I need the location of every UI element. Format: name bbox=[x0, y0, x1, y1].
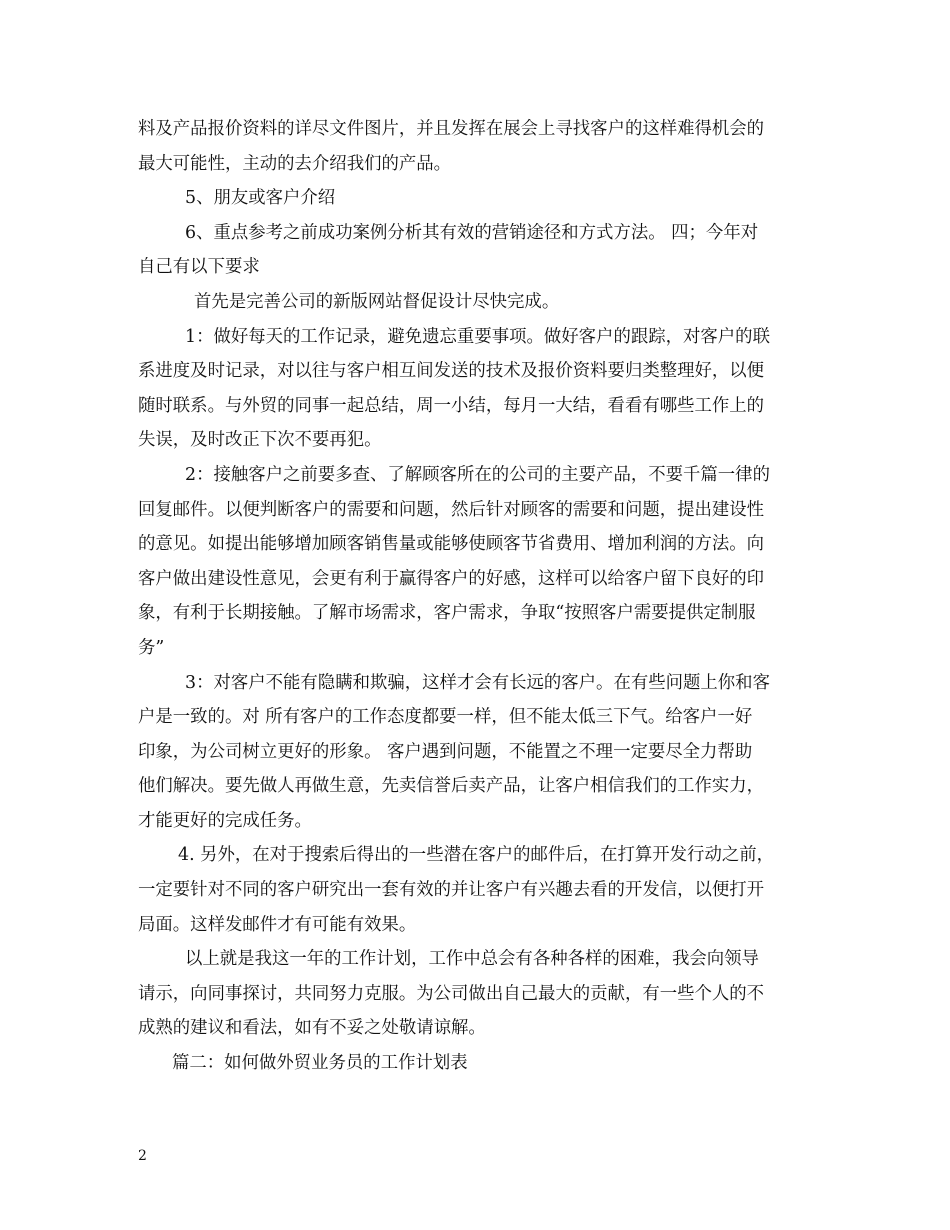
text-line: 印象，为公司树立更好的形象。 客户遇到问题，不能置之不理一定要尽全力帮助 bbox=[138, 741, 753, 762]
text-line: 料及产品报价资料的详尽文件图片，并且发挥在展会上寻找客户的这样难得机会的 bbox=[138, 119, 765, 139]
text-line: 首先是完善公司的新版网站督促设计尽快完成。 bbox=[194, 291, 560, 312]
text-line: 请示，向同事探讨，共同努力克服。为公司做出自己最大的贡献，有一些个人的不 bbox=[138, 983, 765, 1004]
text-line: 局面。这样发邮件才有可能有效果。 bbox=[138, 914, 417, 935]
text-line: 3：对客户不能有隐瞒和欺骗，这样才会有长远的客户。在有些问题上你和客 bbox=[185, 672, 770, 693]
text-line: 户是一致的。对 所有客户的工作态度都要一样，但不能太低三下气。给客户一好 bbox=[138, 707, 753, 728]
text-line: 象，有利于长期接触。了解市场需求，客户需求，争取“按照客户需要提供定制服 bbox=[138, 603, 756, 624]
text-line: 的意见。如提出能够增加顾客销售量或能够使顾客节省费用、增加利润的方法。向 bbox=[138, 534, 765, 555]
text-line: 成熟的建议和看法，如有不妥之处敬请谅解。 bbox=[138, 1018, 486, 1039]
body-text bbox=[138, 112, 814, 1081]
text-line: 客户做出建设性意见，会更有利于赢得客户的好感，这样可以给客户留下良好的印 bbox=[138, 568, 765, 589]
text-line: 6、重点参考之前成功案例分析其有效的营销途径和方式方法。 四；今年对 bbox=[185, 222, 759, 243]
text-line: 1：做好每天的工作记录，避免遗忘重要事项。做好客户的跟踪，对客户的联 bbox=[185, 326, 770, 347]
text-line: 最大可能性，主动的去介绍我们的产品。 bbox=[138, 153, 452, 174]
text-line: 5、朋友或客户介绍 bbox=[185, 188, 336, 209]
text-line: 一定要针对不同的客户研究出一套有效的并让客户有兴趣去看的开发信，以便打开 bbox=[138, 880, 765, 901]
text-line: 失误，及时改正下次不要再犯。 bbox=[138, 430, 382, 451]
text-line: 篇二：如何做外贸业务员的工作计划表 bbox=[172, 1053, 468, 1074]
text-line: 系进度及时记录，对以往与客户相互间发送的技术及报价资料要归类整理好，以便 bbox=[138, 361, 765, 382]
text-line: 随时联系。与外贸的同事一起总结，周一小结，每月一大结，看看有哪些工作上的 bbox=[138, 395, 765, 416]
text-line: 务” bbox=[138, 637, 165, 658]
text-line: 4. 另外，在对于搜索后得出的一些潜在客户的邮件后，在打算开发行动之前， bbox=[178, 845, 775, 866]
text-line: 他们解决。要先做人再做生意，先卖信誉后卖产品，让客户相信我们的工作实力， bbox=[138, 776, 765, 797]
text-line: 2：接触客户之前要多查、了解顾客所在的公司的主要产品，不要千篇一律的 bbox=[185, 464, 770, 485]
text-line: 以上就是我这一年的工作计划，工作中总会有各种各样的困难，我会向领导 bbox=[185, 949, 759, 970]
page-number: 2 bbox=[138, 1148, 147, 1164]
text-line: 回复邮件。以便判断客户的需要和问题，然后针对顾客的需要和问题，提出建设性 bbox=[138, 499, 765, 520]
text-line: 才能更好的完成任务。 bbox=[138, 810, 312, 831]
text-line: 自己有以下要求 bbox=[138, 257, 260, 278]
